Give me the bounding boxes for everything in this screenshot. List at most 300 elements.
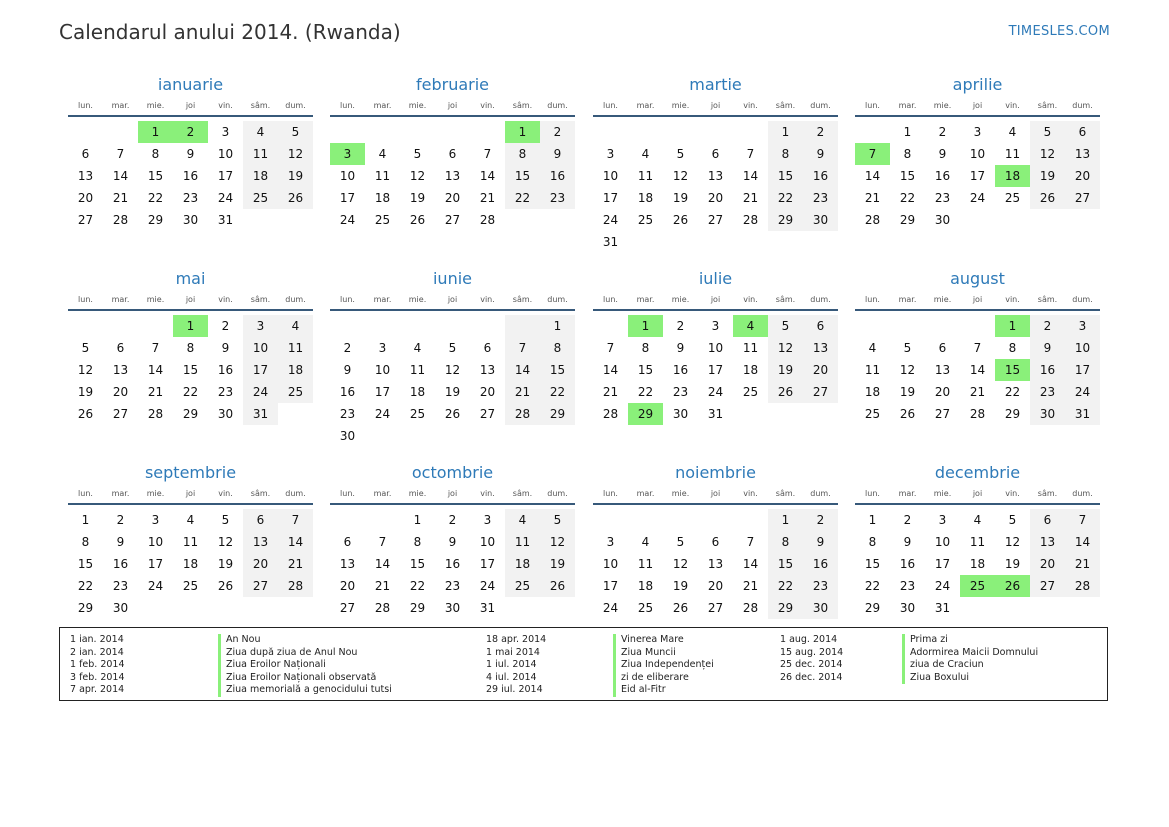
day-cell[interactable]: 20 [339, 579, 356, 593]
day-cell[interactable]: 8 [768, 143, 803, 165]
day-cell[interactable]: 23 [899, 579, 916, 593]
day-cell[interactable]: 24 [243, 381, 278, 403]
day-cell[interactable]: 19 [1004, 557, 1021, 571]
day-cell[interactable]: 28 [602, 407, 619, 421]
day-cell[interactable]: 11 [637, 169, 654, 183]
day-cell[interactable]: 23 [934, 191, 951, 205]
day-cell[interactable]: 11 [278, 337, 313, 359]
day-cell[interactable]: 13 [707, 169, 724, 183]
day-cell[interactable]: 7 [378, 535, 387, 549]
day-cell[interactable]: 19 [672, 191, 689, 205]
day-cell[interactable]: 29 [899, 213, 916, 227]
day-cell[interactable]: 28 [742, 601, 759, 615]
day-cell[interactable]: 2 [116, 513, 125, 527]
day-cell[interactable]: 24 [707, 385, 724, 399]
day-cell[interactable]: 16 [444, 557, 461, 571]
day-cell[interactable]: 30 [339, 429, 356, 443]
day-cell[interactable]: 17 [602, 191, 619, 205]
day-cell[interactable]: 13 [112, 363, 129, 377]
day-cell[interactable]: 25 [864, 407, 881, 421]
day-cell[interactable]: 7 [483, 147, 492, 161]
day-cell[interactable]: 25 [742, 385, 759, 399]
day-cell[interactable]: 3 [151, 513, 160, 527]
day-cell[interactable]: 14 [479, 169, 496, 183]
day-cell[interactable]: 19 [444, 385, 461, 399]
day-cell[interactable]: 13 [1030, 531, 1065, 553]
day-cell[interactable]: 24 [934, 579, 951, 593]
day-cell[interactable]: 12 [1030, 143, 1065, 165]
day-cell-holiday[interactable]: 1 [173, 315, 208, 337]
brand-link[interactable]: TIMESLES.COM [1008, 24, 1110, 39]
day-cell[interactable]: 10 [339, 169, 356, 183]
day-cell[interactable]: 8 [186, 341, 195, 355]
day-cell[interactable]: 28 [147, 407, 164, 421]
day-cell[interactable]: 30 [672, 407, 689, 421]
day-cell[interactable]: 20 [243, 553, 278, 575]
day-cell[interactable]: 14 [505, 359, 540, 381]
day-cell[interactable]: 4 [973, 513, 982, 527]
day-cell[interactable]: 6 [448, 147, 457, 161]
day-cell-holiday[interactable]: 26 [995, 575, 1030, 597]
day-cell[interactable]: 23 [540, 187, 575, 209]
day-cell[interactable]: 27 [1030, 575, 1065, 597]
day-cell[interactable]: 26 [409, 213, 426, 227]
day-cell[interactable]: 17 [602, 579, 619, 593]
day-cell[interactable]: 5 [1008, 513, 1017, 527]
day-cell[interactable]: 6 [243, 509, 278, 531]
day-cell[interactable]: 22 [864, 579, 881, 593]
day-cell[interactable]: 21 [1065, 553, 1100, 575]
day-cell[interactable]: 14 [864, 169, 881, 183]
day-cell[interactable]: 12 [768, 337, 803, 359]
day-cell[interactable]: 13 [803, 337, 838, 359]
day-cell[interactable]: 16 [1030, 359, 1065, 381]
day-cell[interactable]: 18 [637, 579, 654, 593]
day-cell[interactable]: 20 [112, 385, 129, 399]
day-cell[interactable]: 5 [676, 147, 685, 161]
day-cell[interactable]: 10 [217, 147, 234, 161]
day-cell[interactable]: 14 [742, 169, 759, 183]
day-cell[interactable]: 12 [540, 531, 575, 553]
day-cell[interactable]: 3 [938, 513, 947, 527]
day-cell[interactable]: 27 [339, 601, 356, 615]
day-cell[interactable]: 8 [81, 535, 90, 549]
day-cell[interactable]: 19 [540, 553, 575, 575]
day-cell[interactable]: 22 [409, 579, 426, 593]
day-cell[interactable]: 25 [409, 407, 426, 421]
day-cell[interactable]: 21 [969, 385, 986, 399]
day-cell[interactable]: 2 [803, 121, 838, 143]
day-cell[interactable]: 29 [1004, 407, 1021, 421]
day-cell[interactable]: 6 [711, 535, 720, 549]
day-cell[interactable]: 17 [969, 169, 986, 183]
day-cell[interactable]: 5 [903, 341, 912, 355]
day-cell[interactable]: 28 [505, 403, 540, 425]
day-cell[interactable]: 23 [803, 575, 838, 597]
day-cell[interactable]: 8 [868, 535, 877, 549]
day-cell[interactable]: 8 [641, 341, 650, 355]
day-cell[interactable]: 4 [243, 121, 278, 143]
day-cell[interactable]: 13 [339, 557, 356, 571]
day-cell[interactable]: 18 [505, 553, 540, 575]
day-cell-holiday[interactable]: 15 [995, 359, 1030, 381]
day-cell[interactable]: 19 [409, 191, 426, 205]
day-cell[interactable]: 2 [903, 513, 912, 527]
day-cell[interactable]: 22 [899, 191, 916, 205]
day-cell[interactable]: 22 [77, 579, 94, 593]
day-cell[interactable]: 3 [973, 125, 982, 139]
day-cell[interactable]: 18 [278, 359, 313, 381]
day-cell[interactable]: 2 [676, 319, 685, 333]
day-cell[interactable]: 9 [803, 143, 838, 165]
day-cell[interactable]: 2 [221, 319, 230, 333]
day-cell[interactable]: 7 [1065, 509, 1100, 531]
day-cell[interactable]: 11 [969, 535, 986, 549]
day-cell[interactable]: 12 [1004, 535, 1021, 549]
day-cell[interactable]: 23 [1030, 381, 1065, 403]
day-cell[interactable]: 3 [606, 535, 615, 549]
day-cell[interactable]: 1 [903, 125, 912, 139]
day-cell[interactable]: 30 [803, 597, 838, 619]
day-cell[interactable]: 17 [374, 385, 391, 399]
day-cell[interactable]: 20 [479, 385, 496, 399]
day-cell[interactable]: 21 [479, 191, 496, 205]
day-cell[interactable]: 17 [707, 363, 724, 377]
day-cell[interactable]: 27 [77, 213, 94, 227]
day-cell[interactable]: 1 [413, 513, 422, 527]
day-cell[interactable]: 30 [182, 213, 199, 227]
day-cell[interactable]: 7 [973, 341, 982, 355]
day-cell[interactable]: 5 [221, 513, 230, 527]
day-cell[interactable]: 6 [116, 341, 125, 355]
day-cell[interactable]: 26 [672, 213, 689, 227]
day-cell[interactable]: 7 [746, 147, 755, 161]
day-cell[interactable]: 6 [803, 315, 838, 337]
day-cell[interactable]: 11 [742, 341, 759, 355]
day-cell[interactable]: 21 [602, 385, 619, 399]
day-cell[interactable]: 16 [217, 363, 234, 377]
day-cell[interactable]: 3 [1065, 315, 1100, 337]
day-cell[interactable]: 6 [81, 147, 90, 161]
day-cell[interactable]: 28 [278, 575, 313, 597]
day-cell[interactable]: 24 [374, 407, 391, 421]
day-cell[interactable]: 6 [1030, 509, 1065, 531]
day-cell[interactable]: 27 [112, 407, 129, 421]
day-cell[interactable]: 23 [182, 191, 199, 205]
day-cell[interactable]: 8 [903, 147, 912, 161]
day-cell[interactable]: 17 [479, 557, 496, 571]
day-cell[interactable]: 19 [278, 165, 313, 187]
day-cell[interactable]: 26 [217, 579, 234, 593]
day-cell[interactable]: 27 [1065, 187, 1100, 209]
day-cell[interactable]: 27 [707, 213, 724, 227]
day-cell[interactable]: 22 [637, 385, 654, 399]
day-cell-holiday[interactable]: 4 [733, 315, 768, 337]
day-cell[interactable]: 31 [934, 601, 951, 615]
day-cell[interactable]: 2 [938, 125, 947, 139]
day-cell[interactable]: 3 [483, 513, 492, 527]
day-cell[interactable]: 15 [637, 363, 654, 377]
day-cell[interactable]: 12 [899, 363, 916, 377]
day-cell[interactable]: 20 [77, 191, 94, 205]
day-cell[interactable]: 11 [243, 143, 278, 165]
day-cell[interactable]: 21 [742, 191, 759, 205]
day-cell[interactable]: 24 [217, 191, 234, 205]
day-cell[interactable]: 12 [217, 535, 234, 549]
day-cell[interactable]: 24 [602, 601, 619, 615]
day-cell[interactable]: 16 [339, 385, 356, 399]
day-cell[interactable]: 4 [413, 341, 422, 355]
day-cell[interactable]: 22 [505, 187, 540, 209]
day-cell[interactable]: 20 [803, 359, 838, 381]
day-cell[interactable]: 5 [1030, 121, 1065, 143]
day-cell[interactable]: 16 [112, 557, 129, 571]
day-cell[interactable]: 21 [864, 191, 881, 205]
day-cell[interactable]: 12 [77, 363, 94, 377]
day-cell[interactable]: 15 [864, 557, 881, 571]
day-cell[interactable]: 31 [707, 407, 724, 421]
day-cell[interactable]: 15 [77, 557, 94, 571]
day-cell[interactable]: 10 [934, 535, 951, 549]
day-cell[interactable]: 20 [444, 191, 461, 205]
day-cell[interactable]: 28 [864, 213, 881, 227]
day-cell[interactable]: 1 [768, 509, 803, 531]
day-cell[interactable]: 15 [768, 553, 803, 575]
day-cell[interactable]: 28 [479, 213, 496, 227]
day-cell[interactable]: 2 [1030, 315, 1065, 337]
day-cell[interactable]: 15 [505, 165, 540, 187]
day-cell[interactable]: 18 [374, 191, 391, 205]
day-cell[interactable]: 19 [768, 359, 803, 381]
day-cell[interactable]: 9 [540, 143, 575, 165]
day-cell-holiday[interactable]: 2 [173, 121, 208, 143]
day-cell[interactable]: 23 [444, 579, 461, 593]
day-cell[interactable]: 9 [903, 535, 912, 549]
day-cell[interactable]: 14 [278, 531, 313, 553]
day-cell[interactable]: 17 [217, 169, 234, 183]
day-cell[interactable]: 31 [1065, 403, 1100, 425]
day-cell[interactable]: 15 [182, 363, 199, 377]
day-cell[interactable]: 15 [147, 169, 164, 183]
day-cell[interactable]: 4 [278, 315, 313, 337]
day-cell[interactable]: 26 [768, 381, 803, 403]
day-cell[interactable]: 9 [116, 535, 125, 549]
day-cell[interactable]: 1 [540, 315, 575, 337]
day-cell[interactable]: 21 [374, 579, 391, 593]
day-cell[interactable]: 5 [448, 341, 457, 355]
day-cell[interactable]: 20 [1065, 165, 1100, 187]
day-cell[interactable]: 21 [278, 553, 313, 575]
day-cell[interactable]: 18 [409, 385, 426, 399]
day-cell[interactable]: 27 [803, 381, 838, 403]
day-cell[interactable]: 7 [151, 341, 160, 355]
day-cell[interactable]: 23 [339, 407, 356, 421]
day-cell[interactable]: 25 [505, 575, 540, 597]
day-cell[interactable]: 22 [768, 575, 803, 597]
day-cell[interactable]: 10 [602, 169, 619, 183]
day-cell[interactable]: 14 [969, 363, 986, 377]
day-cell[interactable]: 19 [672, 579, 689, 593]
day-cell[interactable]: 19 [77, 385, 94, 399]
day-cell[interactable]: 24 [602, 213, 619, 227]
day-cell[interactable]: 29 [864, 601, 881, 615]
day-cell[interactable]: 15 [768, 165, 803, 187]
day-cell[interactable]: 8 [505, 143, 540, 165]
day-cell[interactable]: 4 [868, 341, 877, 355]
day-cell[interactable]: 18 [969, 557, 986, 571]
day-cell[interactable]: 27 [243, 575, 278, 597]
day-cell[interactable]: 13 [479, 363, 496, 377]
day-cell[interactable]: 7 [746, 535, 755, 549]
day-cell[interactable]: 15 [409, 557, 426, 571]
day-cell[interactable]: 10 [1065, 337, 1100, 359]
day-cell[interactable]: 22 [147, 191, 164, 205]
day-cell[interactable]: 14 [374, 557, 391, 571]
day-cell[interactable]: 21 [112, 191, 129, 205]
day-cell[interactable]: 16 [540, 165, 575, 187]
day-cell[interactable]: 11 [637, 557, 654, 571]
day-cell[interactable]: 14 [742, 557, 759, 571]
day-cell[interactable]: 11 [864, 363, 881, 377]
day-cell[interactable]: 24 [479, 579, 496, 593]
day-cell[interactable]: 7 [606, 341, 615, 355]
day-cell[interactable]: 25 [182, 579, 199, 593]
day-cell[interactable]: 8 [1008, 341, 1017, 355]
day-cell[interactable]: 5 [540, 509, 575, 531]
day-cell[interactable]: 1 [81, 513, 90, 527]
day-cell[interactable]: 18 [243, 165, 278, 187]
day-cell[interactable]: 5 [676, 535, 685, 549]
day-cell[interactable]: 5 [81, 341, 90, 355]
day-cell[interactable]: 12 [672, 169, 689, 183]
day-cell[interactable]: 25 [637, 601, 654, 615]
day-cell[interactable]: 16 [899, 557, 916, 571]
day-cell[interactable]: 31 [602, 235, 619, 249]
day-cell[interactable]: 5 [413, 147, 422, 161]
day-cell[interactable]: 14 [602, 363, 619, 377]
day-cell[interactable]: 12 [409, 169, 426, 183]
day-cell[interactable]: 23 [217, 385, 234, 399]
day-cell[interactable]: 5 [278, 121, 313, 143]
day-cell[interactable]: 8 [413, 535, 422, 549]
day-cell[interactable]: 20 [934, 385, 951, 399]
day-cell[interactable]: 15 [540, 359, 575, 381]
day-cell[interactable]: 26 [1030, 187, 1065, 209]
day-cell[interactable]: 31 [217, 213, 234, 227]
day-cell[interactable]: 10 [602, 557, 619, 571]
day-cell[interactable]: 13 [707, 557, 724, 571]
day-cell[interactable]: 13 [243, 531, 278, 553]
day-cell[interactable]: 30 [1030, 403, 1065, 425]
day-cell[interactable]: 25 [278, 381, 313, 403]
day-cell[interactable]: 8 [151, 147, 160, 161]
day-cell[interactable]: 17 [339, 191, 356, 205]
day-cell[interactable]: 8 [768, 531, 803, 553]
day-cell[interactable]: 22 [1004, 385, 1021, 399]
day-cell[interactable]: 29 [147, 213, 164, 227]
day-cell[interactable]: 8 [540, 337, 575, 359]
day-cell[interactable]: 9 [676, 341, 685, 355]
day-cell[interactable]: 22 [768, 187, 803, 209]
day-cell[interactable]: 7 [505, 337, 540, 359]
day-cell[interactable]: 3 [378, 341, 387, 355]
day-cell[interactable]: 18 [742, 363, 759, 377]
day-cell[interactable]: 23 [803, 187, 838, 209]
day-cell[interactable]: 25 [374, 213, 391, 227]
day-cell[interactable]: 28 [1065, 575, 1100, 597]
day-cell[interactable]: 28 [969, 407, 986, 421]
day-cell-holiday[interactable]: 3 [330, 143, 365, 165]
day-cell[interactable]: 28 [742, 213, 759, 227]
day-cell[interactable]: 21 [742, 579, 759, 593]
day-cell[interactable]: 29 [768, 597, 803, 619]
day-cell[interactable]: 24 [147, 579, 164, 593]
day-cell[interactable]: 4 [505, 509, 540, 531]
day-cell[interactable]: 4 [1008, 125, 1017, 139]
day-cell[interactable]: 25 [1004, 191, 1021, 205]
day-cell[interactable]: 14 [147, 363, 164, 377]
day-cell[interactable]: 23 [672, 385, 689, 399]
day-cell[interactable]: 10 [479, 535, 496, 549]
day-cell[interactable]: 16 [672, 363, 689, 377]
day-cell[interactable]: 9 [186, 147, 195, 161]
day-cell[interactable]: 17 [934, 557, 951, 571]
day-cell[interactable]: 9 [803, 531, 838, 553]
day-cell[interactable]: 29 [540, 403, 575, 425]
day-cell[interactable]: 20 [1030, 553, 1065, 575]
day-cell[interactable]: 20 [707, 191, 724, 205]
day-cell[interactable]: 29 [182, 407, 199, 421]
day-cell[interactable]: 2 [540, 121, 575, 143]
day-cell[interactable]: 10 [374, 363, 391, 377]
day-cell[interactable]: 14 [112, 169, 129, 183]
day-cell[interactable]: 13 [1065, 143, 1100, 165]
day-cell[interactable]: 19 [899, 385, 916, 399]
day-cell[interactable]: 9 [343, 363, 352, 377]
day-cell[interactable]: 26 [444, 407, 461, 421]
day-cell[interactable]: 13 [934, 363, 951, 377]
day-cell[interactable]: 29 [409, 601, 426, 615]
day-cell-holiday[interactable]: 1 [628, 315, 663, 337]
day-cell[interactable]: 2 [803, 509, 838, 531]
day-cell[interactable]: 24 [339, 213, 356, 227]
day-cell[interactable]: 27 [934, 407, 951, 421]
day-cell[interactable]: 6 [483, 341, 492, 355]
day-cell[interactable]: 6 [711, 147, 720, 161]
day-cell[interactable]: 31 [479, 601, 496, 615]
day-cell[interactable]: 18 [637, 191, 654, 205]
day-cell[interactable]: 26 [540, 575, 575, 597]
day-cell[interactable]: 19 [217, 557, 234, 571]
day-cell[interactable]: 9 [938, 147, 947, 161]
day-cell[interactable]: 17 [147, 557, 164, 571]
day-cell[interactable]: 7 [116, 147, 125, 161]
day-cell[interactable]: 12 [672, 557, 689, 571]
day-cell[interactable]: 11 [374, 169, 391, 183]
day-cell[interactable]: 3 [606, 147, 615, 161]
day-cell[interactable]: 26 [899, 407, 916, 421]
day-cell[interactable]: 17 [1065, 359, 1100, 381]
day-cell[interactable]: 11 [409, 363, 426, 377]
day-cell[interactable]: 12 [278, 143, 313, 165]
day-cell[interactable]: 10 [707, 341, 724, 355]
day-cell[interactable]: 26 [278, 187, 313, 209]
day-cell[interactable]: 10 [147, 535, 164, 549]
day-cell[interactable]: 24 [1065, 381, 1100, 403]
day-cell[interactable]: 6 [343, 535, 352, 549]
day-cell[interactable]: 30 [112, 601, 129, 615]
day-cell[interactable]: 4 [378, 147, 387, 161]
